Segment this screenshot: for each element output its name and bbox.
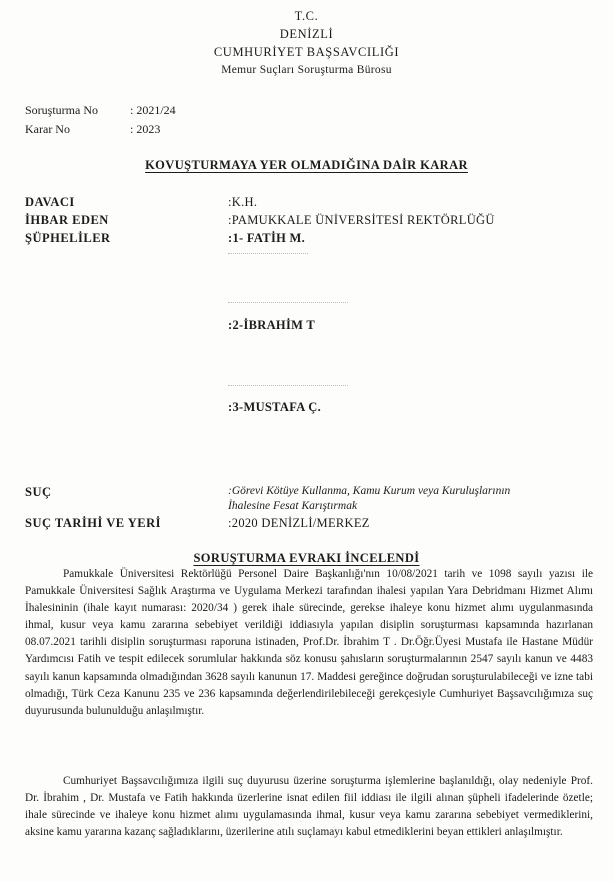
redaction-mark bbox=[228, 253, 308, 258]
decision-title bbox=[0, 158, 613, 173]
crime-value-line2: İhalesine Fesat Karıştırmak bbox=[228, 500, 358, 512]
plaintiff-label: DAVACI bbox=[25, 195, 75, 209]
decision-no-label: Karar No bbox=[25, 122, 70, 136]
header-bureau: Memur Suçları Soruşturma Bürosu bbox=[221, 64, 392, 76]
crime-date-place-label: SUÇ TARİHİ VE YERİ bbox=[25, 516, 162, 530]
informant-label: İHBAR EDEN bbox=[25, 213, 109, 227]
plaintiff-value: :K.H. bbox=[228, 195, 258, 209]
crime-date-place-value: :2020 DENİZLİ/MERKEZ bbox=[228, 516, 370, 530]
paragraph-2: Cumhuriyet Başsavcılığımıza ilgili suç duyurusu üzerine soruşturma işlemlerine başlanıldığı, olay nedeniyle Prof. Dr. İbrahim , Dr. Mustafa ve Fatih hakkında üzerlerine isnat edilen fiil iddiası ile ilgili alınan şüpheli ifadelerinde özetle; ihale sürecinde ve ihaleye konu hizmet alımı uygulamasında ihmal, kusur veya kamu zararına sebebiyet vermediklerini, aksine kamu yararına kazanç sağladıklarını, üzerilerine atılı suçlamayı kabul etmediklerini beyan ettikleri anlaşılmıştır. bbox=[25, 775, 593, 839]
decision-no-value: : 2023 bbox=[130, 122, 161, 136]
crime-value-line1: :Görevi Kötüye Kullanma, Kamu Kurum veya Kuruluşlarının bbox=[228, 485, 511, 497]
header-tc: T.C. bbox=[294, 9, 319, 23]
header-office: CUMHURİYET BAŞSAVCILIĞI bbox=[213, 45, 400, 59]
investigation-no-value: : 2021/24 bbox=[130, 103, 176, 117]
header-city: DENİZLİ bbox=[279, 27, 334, 41]
investigation-no-label: Soruşturma No bbox=[25, 103, 98, 117]
crime-label: SUÇ bbox=[25, 485, 52, 499]
suspects-label: ŞÜPHELİLER bbox=[25, 231, 111, 245]
section-title-text: SORUŞTURMA EVRAKI İNCELENDİ bbox=[193, 551, 420, 565]
suspect-2: :2-İBRAHİM T bbox=[228, 318, 316, 332]
suspect-3: :3-MUSTAFA Ç. bbox=[228, 400, 322, 414]
suspect-1: :1- FATİH M. bbox=[228, 231, 306, 245]
section-title bbox=[0, 551, 613, 566]
paragraph-1: Pamukkale Üniversitesi Rektörlüğü Personel Daire Başkanlığı'nın 10/08/2021 tarih ve 1098 sayılı yazısı ile Pamukkale Üniversitesi Sağlık Araştırma ve Uygulama Merkezi tarafından ihalesi yapılan Yara Debridmanı Hizmet Alımı İhalesininin (ihale kayıt numarası: 2020/34 ) gerek ihale sürecinde, gerekse ihaleye konu hizmet alımı uygulanmasında ihmal, kusur veya kamu zararına sebebiyet verildiği iddiasıyla yapılan disiplin soruşturması kapsamında hazırlanan 08.07.2021 tarihli disiplin soruşturması raporuna istinaden, Prof.Dr. İbrahim T . Dr.Öğr.Üyesi Mustafa ile Hastane Müdür Yardımcısı Fatih ve tespit edilecek sorumlular hakkında söz konusu şahısların soruşturmalarının 2547 sayılı kanun ve 4483 sayılı kanun kapsamında olmadığından 3628 sayılı kanunun 17. Maddesi gereğince doğrudan soruşturulabileceği ve izne tabi olmadığı, Türk Ceza Kanunu 235 ve 236 kapsamında değerlendirilebileceği gerekçesiyle Cumhuriyet Başsavcılığımıza suç duyurusunda bulunulduğu anlaşılmıştır. bbox=[25, 568, 593, 717]
informant-value: :PAMUKKALE ÜNİVERSİTESİ REKTÖRLÜĞÜ bbox=[228, 213, 495, 227]
redaction-mark bbox=[228, 385, 348, 390]
decision-title-text: KOVUŞTURMAYA YER OLMADIĞINA DAİR KARAR bbox=[145, 158, 468, 172]
redaction-mark bbox=[228, 302, 348, 307]
